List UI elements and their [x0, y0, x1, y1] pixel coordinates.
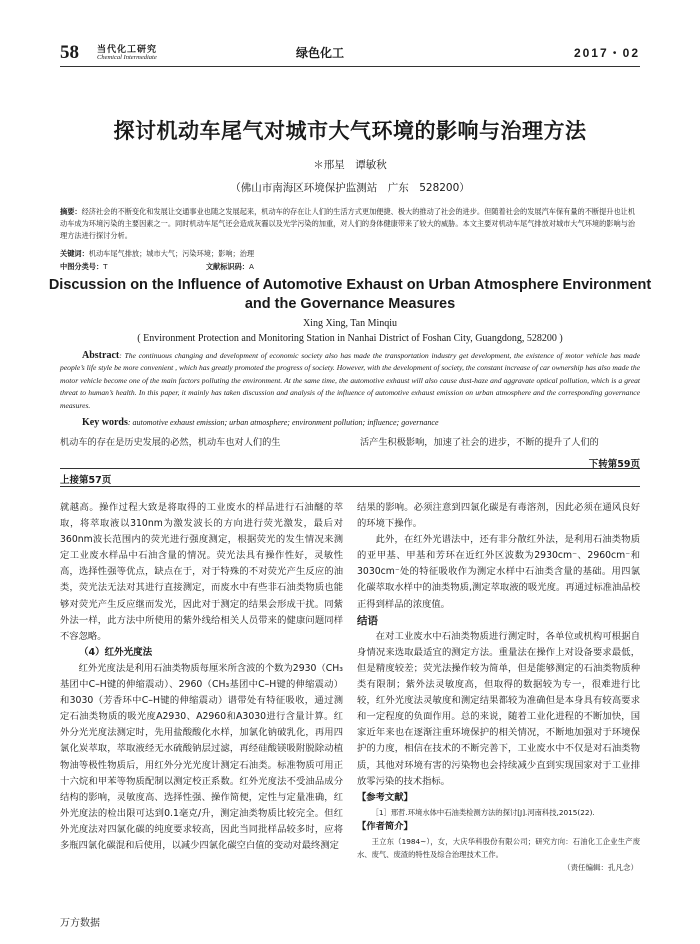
abstract-cn-text: 经济社会的不断变化和发展让交通事业也随之发展起来，机动车的存在让人们的生活方式更加便捷、极大的推动了社会的进步。但随着社会的发展汽车保有量的不断提升也让机动车成为环境污染的主要因素之一。同时机动车尾气还会造成灰霾以及光学污染的加重，对人们的身体健康带来了较大的威胁。本文主要对机动车尾气排放对城市大气环境的影响与治理方法进行探讨分析。: [60, 207, 636, 240]
article-authors-en: Xing Xing, Tan Minqiu: [302, 318, 398, 329]
classification-line: [60, 262, 640, 272]
reference-item: ［1］邢哲.环境水体中石油类检测方法的探讨[J].河南科技,2015(22).: [371, 807, 595, 817]
body-left-column: [60, 500, 343, 854]
issue-number: 2017・02: [573, 46, 640, 60]
intro-right-column: 活产生积极影响，加速了社会的进步，不断的提升了人们的: [360, 437, 599, 448]
article-affiliation: （佛山市南海区环境保护监测站 广东 528200）: [230, 182, 470, 194]
abstract-cn-label: 摘要：: [60, 207, 82, 216]
section-divider: [60, 486, 640, 487]
intro-left-column: 机动车的存在是历史发展的必然，机动车也对人们的生: [60, 437, 281, 448]
abstract-en-label: Abstract: [82, 350, 120, 361]
journal-name-en: Chemical Intermediate: [97, 54, 157, 61]
abstract-en-text: : The continuous changing and development of economic society also has made the transportation industry get development, the existence of motor vehicle has made people’s life style be more convenient , which has greatly promoted the progress of society. However, with the development of society, the constant increase of car ownership has also made the motor vehicle become one of the main factors polluting the environment. At the same time, the automotive exhaust will also cause dust-haze and aggravate optical pollution, which is a great threat to human’s health. In this paper, it mainly has taken discussion and analysis of the influence of automotive exhaust emission on urban atmosphere and the corresponding governance measures.: [60, 351, 640, 410]
subsection-heading: （4）红外光度法: [79, 646, 153, 658]
article-title-en: Discussion on the Influence of Automotive Exhaust on Urban Atmosphere Environment and the Governance Measures: [48, 277, 652, 312]
article-authors: ＊邢星 谭敏秋: [313, 159, 387, 171]
continued-from-page: 上接第57页: [60, 475, 112, 486]
abstract-cn: [60, 206, 640, 242]
doc-code-label: 文献标识码：: [205, 262, 249, 271]
conclusion-paragraph: 在对工业废水中石油类物质进行测定时，各单位或机构可根据自身情况来选取最适宜的测定方法。重量法在操作上对设备要求最低，但是精度较差；荧光法操作较为简单，但是能够测定的石油类物质种类有限制；紫外法灵敏度高，但取得的数据较为专一，很难进行比较，红外光度法灵敏度和测定结果都较为准确但是本身具有较高要求和一定程度的负面作用。总的来说，随着工业化进程的不断加快，国家近年来也在逐渐注重环境保护的相关情况，不断地加强对于环境保护的力度，相信在技术的不断完善下，工业废水中不仅是对石油类物质，其他对环境有害的污染物也会持续减少直到实现国家对于工业排放零污染的技术指标。: [357, 630, 640, 787]
continued-on-page: 下转第59页: [588, 459, 640, 470]
conclusion-heading: 结语: [357, 614, 378, 627]
journal-name-cn: 当代化工研究: [97, 45, 158, 55]
clc-label: 中图分类号：: [60, 262, 104, 271]
body-paragraph: 此外，在红外光谱法中，还有非分散红外法，是利用石油类物质的亚甲基、甲基和芳环在近红外区波数为2930cm⁻、2960cm⁻和3030cm⁻处的特征吸收作为测定水样中石油类含量的基础。用四氯化碳萃取水样中的油类物质,测定萃取液的吸光度。再通过标准油品校正得到样品的浓度值。: [357, 534, 640, 610]
keywords-cn: [60, 249, 640, 259]
keywords-cn-text: 机动车尾气排放；城市大气；污染环境；影响；治理: [88, 249, 255, 258]
author-intro: 王立东（1984~），女，大庆华科股份有限公司；研究方向：石油化工企业生产废水、废气、废渣的特性及综合治理技术工作。: [357, 836, 640, 859]
keywords-cn-label: 关键词：: [60, 249, 89, 258]
section-divider: [60, 468, 640, 469]
keywords-en-text: : automotive exhaust emission; urban atmosphere; environment pollution; influence; governance: [127, 418, 439, 427]
clc-value: T: [103, 262, 108, 271]
body-paragraph: 红外光度法是利用石油类物质每厘米所含波的个数为2930（CH₃基团中C–H键的伸缩震动）、2960（CH₃基团中C–H键的伸缩震动）和3030（芳香环中C–H键的伸缩震动）谱带处有特征吸收，通过测定石油类物质的吸光度A2930、A2960和A3030进行含量计算。红外分光光度法测定时，先用盐酸酸化水样，加氯化钠破乳化，再用四氯化炭萃取，萃取液经无水硫酸钠层过滤，再经硅酸镁吸附脱除动植物油等极性物质后，用红外分光光度计测定石油类。标准物质可用正十六烷和甲苯等物质配制以测定校正系数。红外光度法不受油品成分结构的影响，灵敏度高、选择性强、操作简便，定性与定量准确，红外光度法的检出限可达到0.1毫克/升，测定油类物质比较完全。但红外光度法对四氯化碳的纯度要求较高，因此当同批样品较多时，应将多瓶四氯化碳混和后使用，以减少四氯化碳空白值的变动对最终测定: [60, 662, 343, 851]
references-heading: 【参考文献】: [357, 791, 413, 803]
responsible-editor: （责任编辑：孔凡念）: [563, 862, 638, 872]
body-paragraph: 就越高。操作过程大致是将取得的工业废水的样品进行石油醚的萃取，将萃取液以310nm为激发波长的方向进行荧光激发，最后对360nm波长范围内的荧光进行强度测定，根据荧光的发生情况来测定工业废水样品中石油含量的情况。荧光法具有操作性好，灵敏性高，选择性强等优点，缺点在于，对于特殊的不对荧光产生反应的油类，荧光法无法对其进行直接测定，而废水中有些非石油类物质也能够对荧光产生反应继而发光，因此对于测定的结果会形成干扰。同紫外法一样，此方法中所使用的紫外线给相关人员带来的健康问题同样不容忽略。: [60, 502, 343, 642]
keywords-en-label: Key words: [82, 417, 128, 428]
journal-header: [60, 40, 640, 66]
keywords-en: [82, 417, 642, 428]
abstract-en: [60, 350, 640, 412]
article-title: 探讨机动车尾气对城市大气环境的影响与治理方法: [113, 119, 587, 143]
column-title: 绿色化工: [296, 46, 345, 60]
watermark: 万方数据: [60, 918, 100, 929]
article-affiliation-en: ( Environment Protection and Monitoring Station in Nanhai District of Foshan City, Guangdong, 528200 ): [137, 333, 563, 344]
body-right-column: [357, 500, 640, 875]
doc-code-value: A: [248, 262, 254, 271]
header-divider: [60, 66, 640, 67]
body-paragraph: 结果的影响。必须注意到四氯化碳是有毒溶剂，因此必须在通风良好的环境下操作。: [357, 502, 640, 530]
author-intro-heading: 【作者简介】: [357, 820, 413, 832]
page-number: 58: [60, 42, 79, 63]
